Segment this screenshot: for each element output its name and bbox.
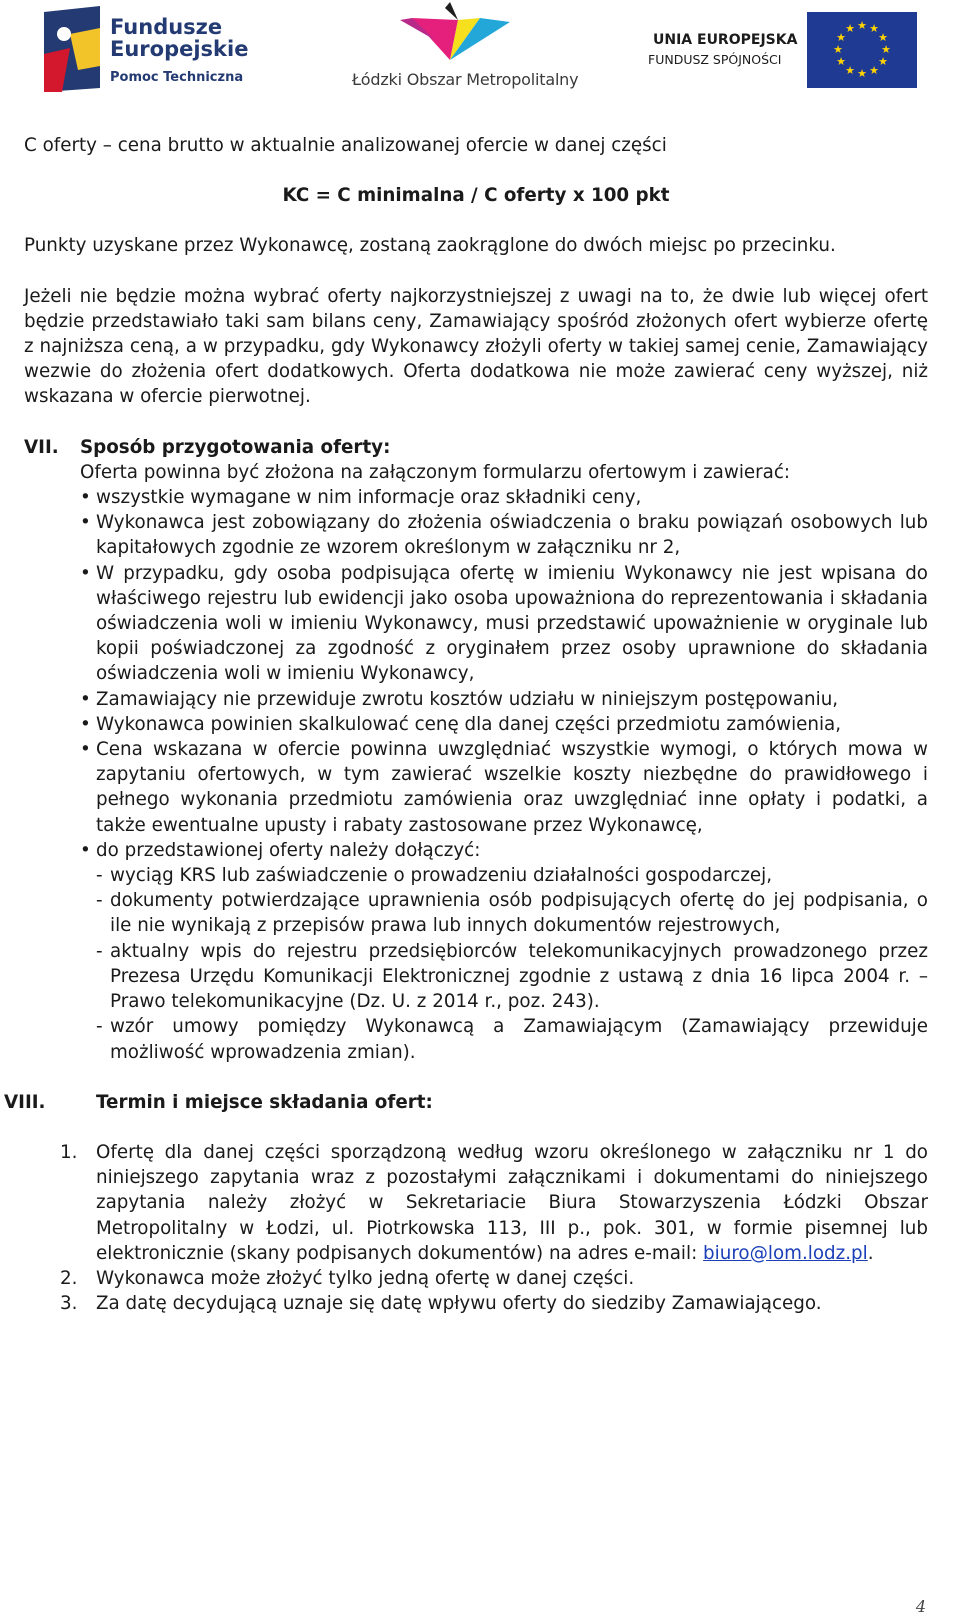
list-item: • Zamawiający nie przewiduje zwrotu kosztów udziału w niniejszym postępowaniu, — [80, 688, 839, 710]
page-number: 4 — [915, 1597, 926, 1616]
list-item: • W przypadku, gdy osoba podpisująca ofertę w imieniu Wykonawcy nie jest wpisana do właściwego rejestru lub ewidencji jako osoba upoważniona do reprezentowania i składania oświadczenia woli w imieniu Wykonawcy, musi przedstawić upoważnienie w oryginale lub kopii poświadczonej za zgodność z oryginałem przez osoby uprawnione do składania oświadczenia woli w imieniu Wykonawcy, — [80, 562, 928, 685]
svg-text:★: ★ — [833, 43, 843, 56]
list-item: - aktualny wpis do rejestru przedsiębiorców telekomunikacyjnych prowadzonego przez Prezesa Urzędu Komunikacji Elektronicznej zgodnie z ustawą z dnia 16 lipca 2004 r. – Prawo telekomunikacyjne (Dz. U. z 2014 r., poz. 243). — [96, 940, 928, 1013]
lom-emblem-icon — [340, 0, 600, 72]
svg-text:★: ★ — [836, 31, 846, 44]
section-7-number: VII. — [24, 436, 59, 458]
fe-subtitle: Pomoc Techniczna — [110, 70, 244, 85]
list-item: • Wykonawca powinien skalkulować cenę dla danej części przedmiotu zamówienia, — [80, 713, 842, 735]
list-item: - dokumenty potwierdzające uprawnienia osób podpisujących ofertę do jej podpisania, o ile nie wynikają z przepisów prawa lub innych dokumentów rejestrowych, — [96, 890, 928, 937]
list-item: • Wykonawca jest zobowiązany do złożenia oświadczenia o braku powiązań osobowych lub kapitałowych zgodnie ze wzorem określonym w załączniku nr 2, — [80, 512, 928, 559]
attachments-list — [80, 863, 928, 1065]
list-item: 2. Wykonawca może złożyć tylko jedną ofertę w danej części. — [60, 1267, 635, 1289]
section-7-heading — [24, 435, 928, 460]
section-7-lead: Oferta powinna być złożona na załączonym formularzu ofertowym i zawierać: — [80, 461, 791, 483]
lom-logo — [340, 0, 600, 100]
svg-text:★: ★ — [857, 19, 867, 32]
fundusze-europejskie-logo — [40, 4, 270, 94]
list-item: 1. Ofertę dla danej części sporządzoną według wzoru określonego w załączniku nr 1 do niniejszego zapytania wraz z pozostałymi załącznikami i dokumentami do niniejszego zapytania należy złożyć w Sekretariacie Biura Stowarzyszenia Łódzki Obszar Metropolitalny w Łodzi, ul. Piotrkowska 113, III p., pok. 301, w formie pisemnej lub elektronicznie (skany podpisanych dokumentów) na adres e-mail: biuro@lom.lodz.pl. — [60, 1141, 928, 1264]
list-item: • do przedstawionej oferty należy dołączyć: — [80, 839, 481, 861]
svg-text:★: ★ — [857, 67, 867, 80]
header-logos — [0, 0, 960, 110]
list-item: • Cena wskazana w ofercie powinna uwzględniać wszystkie wymogi, o których mowa w zapytaniu ofertowych, w tym zawierać wszelkie koszty niezbędne do prawidłowego i pełnego wykonania przedmiotu zamówienia oraz uwzględniać inne opłaty i podatki, a także ewentualne upusty i rabaty zastosowane przez Wykonawcę, — [80, 739, 928, 836]
svg-text:★: ★ — [881, 43, 891, 56]
section-7-body — [24, 460, 928, 1065]
rounding-paragraph: Punkty uzyskane przez Wykonawcę, zostaną zaokrąglone do dwóch miejsc po przecinku. — [24, 235, 836, 257]
svg-text:★: ★ — [878, 55, 888, 68]
email-link[interactable]: biuro@lom.lodz.pl — [703, 1242, 868, 1264]
scoring-formula: KC = C minimalna / C oferty x 100 pkt — [282, 185, 670, 207]
list-item: - wyciąg KRS lub zaświadczenie o prowadzeniu działalności gospodarczej, — [96, 865, 773, 887]
section-8-heading — [4, 1090, 928, 1115]
section-8-title: Termin i miejsce składania ofert: — [96, 1091, 433, 1113]
eu-flag-icon — [807, 12, 917, 88]
svg-text:★: ★ — [869, 22, 879, 35]
document-body — [4, 133, 928, 1316]
svg-text:★: ★ — [869, 64, 879, 77]
tie-break-paragraph: Jeżeli nie będzie można wybrać oferty najkorzystniejszej z uwagi na to, że dwie lub więcej ofert będzie przedstawiało taki sam bilans ceny, Zamawiający spośród złożonych ofert wybierze ofertę z najniższa ceną, a w przypadku, gdy Wykonawcy złożyli oferty w takiej samej cenie, Zamawiający wezwie do złożenia ofert dodatkowych. Oferta dodatkowa nie może zawierać ceny wyższej, niż wskazana w ofercie pierwotnej. — [24, 285, 928, 408]
section-7-title: Sposób przygotowania oferty: — [80, 436, 391, 458]
svg-text:★: ★ — [845, 64, 855, 77]
eu-logo — [645, 12, 945, 92]
section-8-list — [24, 1140, 928, 1316]
eu-title: UNIA EUROPEJSKA — [653, 32, 798, 48]
c-oferty-definition: C oferty – cena brutto w aktualnie analizowanej ofercie w danej części — [24, 135, 667, 156]
lom-title: Łódzki Obszar Metropolitalny — [352, 70, 579, 89]
section-8-number: VIII. — [4, 1091, 46, 1113]
fe-emblem-icon — [40, 4, 106, 94]
list-item: - wzór umowy pomiędzy Wykonawcą a Zamawiającym (Zamawiający przewiduje możliwość wprowadzenia zmian). — [96, 1016, 928, 1063]
svg-text:★: ★ — [836, 55, 846, 68]
eu-subtitle: FUNDUSZ SPÓJNOŚCI — [648, 52, 782, 67]
svg-text:★: ★ — [878, 31, 888, 44]
svg-text:★: ★ — [845, 22, 855, 35]
list-item: • wszystkie wymagane w nim informacje oraz składniki ceny, — [80, 487, 642, 509]
list-item: 3. Za datę decydującą uznaje się datę wpływu oferty do siedziby Zamawiającego. — [60, 1293, 822, 1315]
section-7-bullets — [80, 485, 928, 863]
fe-title: Fundusze Europejskie — [110, 15, 249, 61]
